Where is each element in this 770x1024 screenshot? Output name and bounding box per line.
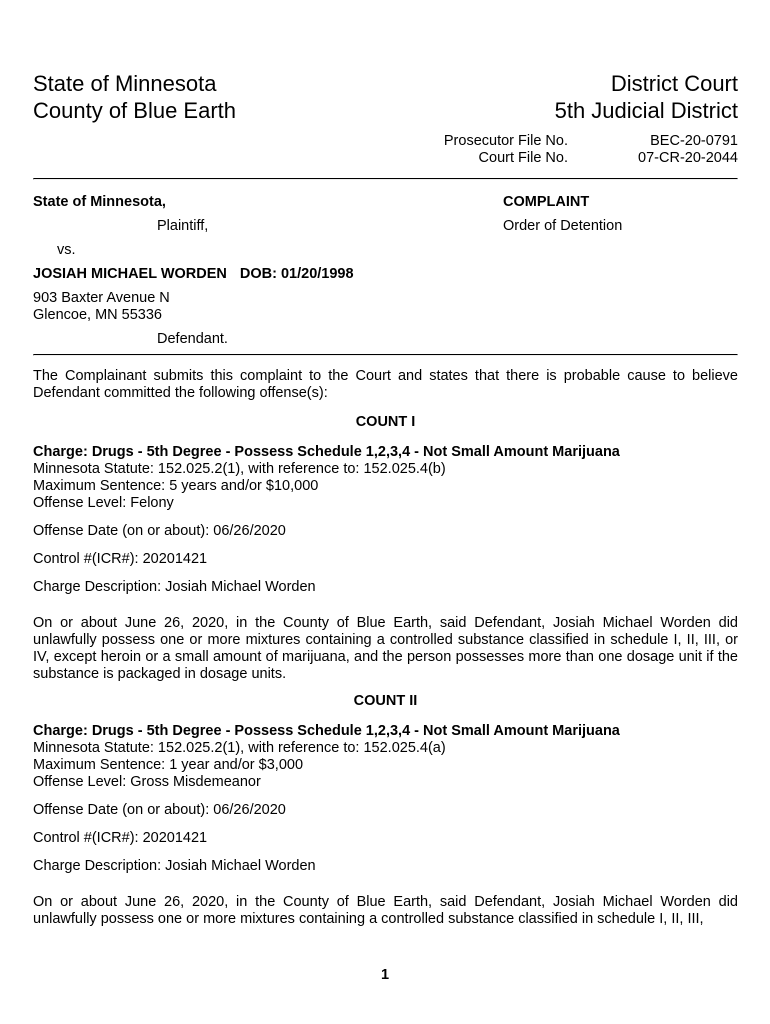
charge-description: Charge Description: Josiah Michael Worden [33,858,316,874]
sentence-line: Maximum Sentence: 5 years and/or $10,000 [33,478,319,494]
charge-block [33,723,738,791]
prosecutor-file-value: BEC-20-0791 [650,133,738,149]
plaintiff-role: Plaintiff, [157,218,209,234]
court-file-label: Court File No. [478,150,568,166]
defendant-dob: DOB: 01/20/1998 [239,266,354,282]
charge-title: Charge: Drugs - 5th Degree - Possess Schedule 1,2,3,4 - Not Small Amount Marijuana [33,723,620,739]
defendant-role: Defendant. [157,331,228,347]
control-number: Control #(ICR#): 20201421 [33,551,208,567]
court-file-value: 07-CR-20-2044 [638,150,738,166]
defendant-address-2: Glencoe, MN 55336 [33,307,162,323]
offense-date: Offense Date (on or about): 06/26/2020 [33,802,286,818]
count-heading: COUNT I [355,414,416,430]
court-header [33,70,738,124]
intro-paragraph: The Complainant submits this complaint to the Court and states that there is probable cause to believe Defendant committed the following offense(s): [33,368,738,401]
judicial-district: 5th Judicial District [554,98,738,123]
state-name: State of Minnesota [33,71,217,96]
statute-line: Minnesota Statute: 152.025.2(1), with reference to: 152.025.4(b) [33,461,446,477]
count-section [33,693,738,928]
prosecutor-file-label: Prosecutor File No. [443,133,568,149]
plaintiff-name: State of Minnesota, [33,194,166,210]
document-title: COMPLAINT [503,194,590,210]
case-caption [33,194,738,354]
charge-title: Charge: Drugs - 5th Degree - Possess Schedule 1,2,3,4 - Not Small Amount Marijuana [33,444,620,460]
offense-level: Offense Level: Felony [33,495,174,511]
charge-narrative: On or about June 26, 2020, in the County of Blue Earth, said Defendant, Josiah Michael Worden did unlawfully possess one or more mixtures containing a controlled substance classified in schedule I, II, III, or IV, except heroin or a small amount of marijuana, and the person possesses more than one dosage unit if the substance is packaged in dosage units. [33,615,738,682]
file-numbers [33,133,738,167]
page-number: 1 [380,967,390,983]
charge-block [33,444,738,512]
divider-bottom [33,354,738,356]
sentence-line: Maximum Sentence: 1 year and/or $3,000 [33,757,304,773]
divider-top [33,178,738,180]
court-name: District Court [610,71,738,96]
statute-line: Minnesota Statute: 152.025.2(1), with reference to: 152.025.4(a) [33,740,446,756]
versus-text: vs. [57,242,76,258]
offense-level: Offense Level: Gross Misdemeanor [33,774,261,790]
defendant-name: JOSIAH MICHAEL WORDEN [33,266,227,282]
county-name: County of Blue Earth [33,98,237,123]
document-subtitle: Order of Detention [503,218,623,234]
complaint-page [33,70,738,928]
defendant-line [33,266,493,283]
court-block [555,70,738,124]
count-heading: COUNT II [353,693,418,709]
charge-narrative: On or about June 26, 2020, in the County of Blue Earth, said Defendant, Josiah Michael Worden did unlawfully possess one or more mixtures containing a controlled substance classified in schedule I, II, III, [33,894,738,927]
count-section [33,414,738,683]
charge-description: Charge Description: Josiah Michael Worden [33,579,316,595]
jurisdiction-block [33,70,236,124]
control-number: Control #(ICR#): 20201421 [33,830,208,846]
offense-date: Offense Date (on or about): 06/26/2020 [33,523,286,539]
defendant-address-1: 903 Baxter Avenue N [33,290,170,306]
